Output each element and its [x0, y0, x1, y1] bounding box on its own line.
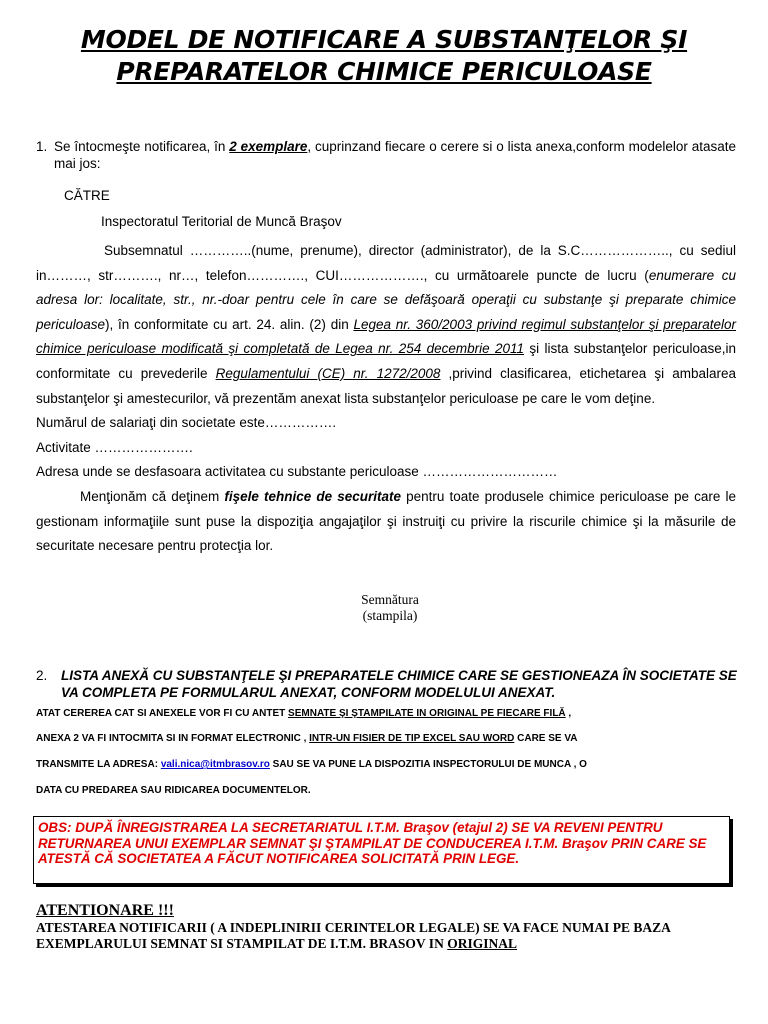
- request-body: [36, 239, 736, 559]
- p2-text-b: pentru toate produsele chimice periculoase pe care le gestionam informaţiile sunt puse la dispoziţia angajaţilor şi instruiţi cu privire la riscurile chimice şi la măsurile de securitate necesare pentru protecţia lor.: [36, 488, 736, 554]
- caps-l2-b: CARE SE VA: [514, 733, 578, 744]
- address-line: Adresa unde se desfasoara activitatea cu substante periculoase …………………………: [36, 464, 558, 480]
- caps-line-3: [36, 759, 736, 770]
- email-link[interactable]: vali.nica@itmbrasov.ro: [160, 759, 270, 770]
- request-paragraph-2: [36, 485, 736, 559]
- institution-name: Inspectoratul Teritorial de Muncă Braşov: [101, 214, 342, 229]
- caps-l3-a: TRANSMITE LA ADRESA:: [36, 759, 161, 770]
- p1-text-d: ,privind clasificarea, etichetarea şi ambalarea substanţelor şi amestecurilor, vă prezentăm anexat lista substanţelor periculoase pe care le vom deţine.: [36, 365, 736, 406]
- addressee-label: CĂTRE: [64, 188, 110, 203]
- item-text: [54, 138, 736, 172]
- p1-italic-note: enumerare cu adresa lor: localitate, str., nr.-doar pentru cele în care se defăşoară operaţii cu substanţe şi preparate chimice periculoase: [36, 267, 736, 332]
- caps-l2-a: ANEXA 2 VA FI INTOCMITA SI IN FORMAT ELECTRONIC ,: [36, 733, 310, 744]
- caps-l1-underlined: SEMNATE ŞI ŞTAMPILATE IN ORIGINAL PE FIECARE FILĂ: [288, 708, 566, 719]
- caps-l1-a: ATAT CEREREA CAT SI ANEXELE VOR FI CU ANTET: [36, 708, 289, 719]
- caps-line-1: [36, 708, 736, 719]
- item1-text-b: , cuprinzand fiecare o cerere si o lista anexa,conform modelelor atasate mai jos:: [54, 139, 737, 171]
- caps-l2-underlined: INTR-UN FISIER DE TIP EXCEL SAU WORD: [309, 733, 515, 744]
- item1-copies-emphasis: 2 exemplare: [229, 139, 308, 154]
- p1-text-b: ), în conformitate cu art. 24. alin. (2) din: [105, 316, 354, 332]
- observation-box: OBS: DUPĂ ÎNREGISTRAREA LA SECRETARIATUL I.T.M. Braşov (etajul 2) SE VA REVENI PENTRU RETURNAREA UNUI EXEMPLAR SEMNAT ŞI ŞTAMPILAT DE CONDUCEREA I.T.M. Braşov PRIN CARE SE ATESTĂ CĂ SOCIETATEA A FĂCUT NOTIFICAREA SOLICITATĂ PRIN LEGE.: [33, 816, 730, 884]
- law-reference-2: Regulamentului (CE) nr. 1272/2008: [215, 365, 441, 381]
- caps-l1-b: ,: [565, 708, 572, 719]
- title-line-2: PREPARATELOR CHIMICE PERICULOASE: [116, 57, 652, 86]
- instruction-item-1: [36, 138, 736, 172]
- warning-text: [36, 920, 736, 952]
- safety-sheets-emphasis: fişele tehnice de securitate: [224, 488, 401, 504]
- caps-l3-b: SAU SE VA PUNE LA DISPOZITIA INSPECTORULUI DE MUNCA , O: [269, 759, 587, 770]
- request-paragraph-1: [36, 239, 736, 411]
- title-line-1: MODEL DE NOTIFICARE A SUBSTANŢELOR ŞI: [80, 25, 688, 54]
- law-reference-1: Legea nr. 360/2003 privind regimul substanţelor şi preparatelor chimice periculoase modificată şi completată de Legea nr. 254 decembrie 2011: [36, 316, 736, 357]
- item-text: LISTA ANEXĂ CU SUBSTANŢELE ŞI PREPARATELE CHIMICE CARE SE GESTIONEAZA ÎN SOCIETATE SE VA COMPLETA PE FORMULARUL ANEXAT, CONFORM MODELULUI ANEXAT.: [61, 668, 737, 700]
- signature-block: [0, 592, 768, 624]
- p1-text-c: şi lista substanţelor periculoase,in conformitate cu prevederile: [36, 341, 736, 381]
- caps-line-4: DATA CU PREDAREA SAU RIDICAREA DOCUMENTELOR.: [36, 785, 311, 796]
- warning-title: ATENTIONARE !!!: [36, 902, 174, 919]
- activity-line: Activitate ………………….: [36, 439, 193, 455]
- document-title: [0, 24, 768, 88]
- stamp-label: (stampila): [362, 608, 418, 623]
- warning-original-emphasis: ORIGINAL: [447, 936, 517, 951]
- p1-text-a: Subsemnatul …………..(nume, prenume), director (administrator), de la S.C……………….., cu sediul in………, str………., nr…, telefon…………., CUI………………., cu următoarele puncte de lucru (: [36, 243, 736, 283]
- signature-label: Semnătura: [361, 592, 419, 607]
- instruction-item-2: [36, 667, 746, 701]
- item1-text-a: Se întocmeşte notificarea, în: [54, 139, 230, 154]
- caps-line-2: [36, 733, 736, 744]
- warning-text-a: ATESTAREA NOTIFICARII ( A INDEPLINIRII CERINTELOR LEGALE) SE VA FACE NUMAI PE BAZA EXEMPLARULUI SEMNAT SI STAMPILAT DE I.T.M. BRASOV IN: [36, 920, 671, 951]
- employees-line: Numărul de salariaţi din societate este…………….: [36, 415, 337, 431]
- item-number: 1.: [36, 139, 48, 154]
- p2-text-a: Menţionăm că deţinem: [80, 488, 225, 504]
- item-number: 2.: [36, 668, 48, 683]
